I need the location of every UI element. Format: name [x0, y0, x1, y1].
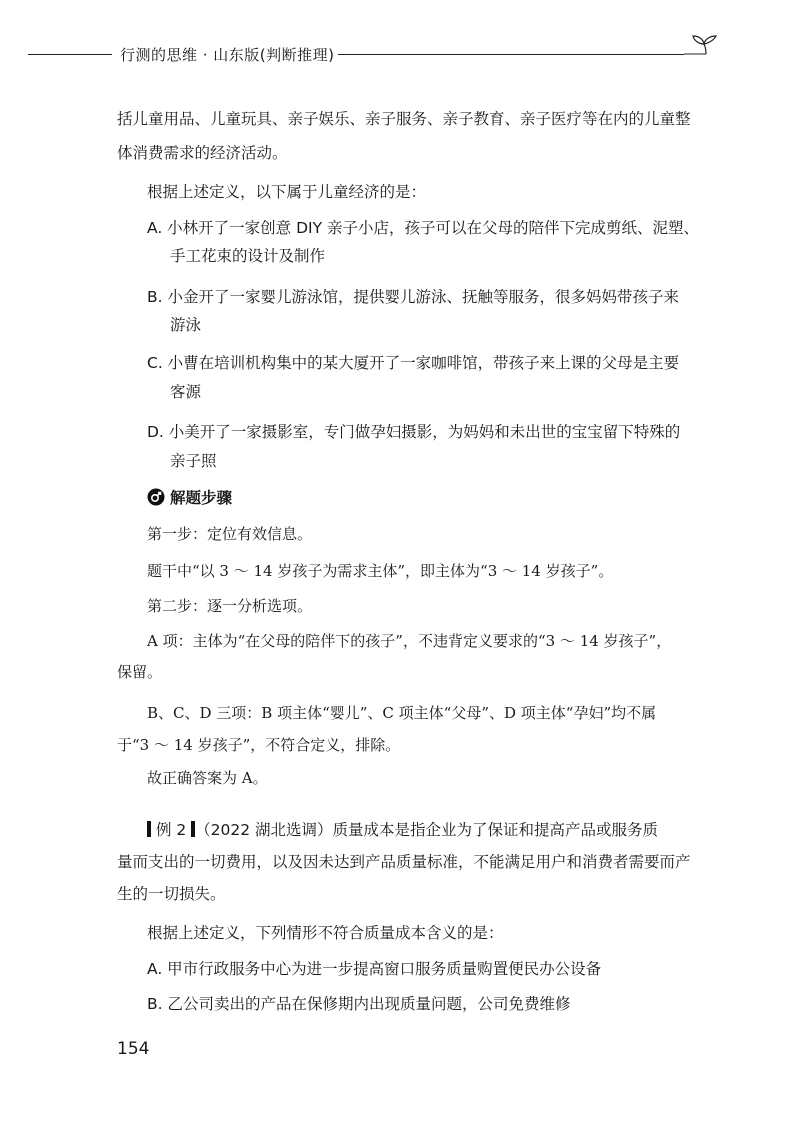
option-c-line1: C. 小曹在培训机构集中的某大厦开了一家咖啡馆，带孩子来上课的父母是主要	[147, 354, 680, 372]
solution-answer: 故正确答案为 A。	[147, 769, 268, 787]
solution-line: 第二步：逐一分析选项。	[147, 597, 313, 615]
example2-label: 例 2	[155, 821, 187, 839]
example2-text-line: 生的一切损失。	[117, 885, 226, 903]
example2-option-b: B. 乙公司卖出的产品在保修期内出现质量问题，公司免费维修	[147, 995, 571, 1013]
solution-line: B、C、D 三项：B 项主体“婴儿”、C 项主体“父母”、D 项主体“孕妇”均不属	[147, 704, 657, 722]
sprout-icon	[684, 34, 724, 74]
option-b-line2: 游泳	[170, 316, 202, 334]
example2-source: （2022 湖北选调）	[195, 821, 333, 839]
header-rule-right	[338, 54, 684, 55]
example2-first-line	[147, 819, 658, 841]
definition-line: 括儿童用品、儿童玩具、亲子娱乐、亲子服务、亲子教育、亲子医疗等在内的儿童整	[117, 110, 691, 128]
page-number: 154	[117, 1039, 150, 1059]
solution-line: A 项：主体为“在父母的陪伴下的孩子”，不违背定义要求的“3 ～ 14 岁孩子”，	[147, 632, 672, 650]
option-d-line1: D. 小美开了一家摄影室，专门做孕妇摄影，为妈妈和未出世的宝宝留下特殊的	[147, 423, 681, 441]
definition-line: 体消费需求的经济活动。	[117, 144, 288, 162]
option-c-line2: 客源	[170, 383, 202, 401]
solution-line: 第一步：定位有效信息。	[147, 525, 313, 543]
solution-heading: 解题步骤	[170, 489, 233, 507]
option-b-line1: B. 小金开了一家婴儿游泳馆，提供婴儿游泳、抚触等服务，很多妈妈带孩子来	[147, 288, 679, 306]
question-prompt: 根据上述定义，以下属于儿童经济的是：	[147, 183, 427, 201]
option-a-line2: 手工花束的设计及制作	[170, 247, 326, 265]
running-header	[0, 40, 800, 70]
solution-line: 于“3 ～ 14 岁孩子”，不符合定义，排除。	[117, 736, 401, 754]
solution-line: 题干中“以 3 ～ 14 岁孩子为需求主体”，即主体为“3 ～ 14 岁孩子”。	[147, 562, 614, 580]
example2-option-a: A. 甲市行政服务中心为进一步提高窗口服务质量购置便民办公设备	[147, 960, 602, 978]
header-title: 行测的思维 · 山东版(判断推理)	[120, 46, 335, 64]
header-rule-left	[28, 54, 112, 55]
solution-line: 保留。	[117, 663, 163, 681]
example2-text: 质量成本是指企业为了保证和提高产品或服务质	[332, 821, 659, 839]
example-bar-left	[147, 821, 151, 837]
option-a-line1: A. 小林开了一家创意 DIY 亲子小店，孩子可以在父母的陪伴下完成剪纸、泥塑、	[147, 219, 700, 237]
example2-prompt: 根据上述定义，下列情形不符合质量成本含义的是：	[147, 924, 504, 942]
option-d-line2: 亲子照	[170, 452, 217, 470]
solution-steps-icon	[147, 488, 165, 506]
example2-text-line: 量而支出的一切费用，以及因未达到产品质量标准，不能满足用户和消费者需要而产	[117, 853, 691, 871]
